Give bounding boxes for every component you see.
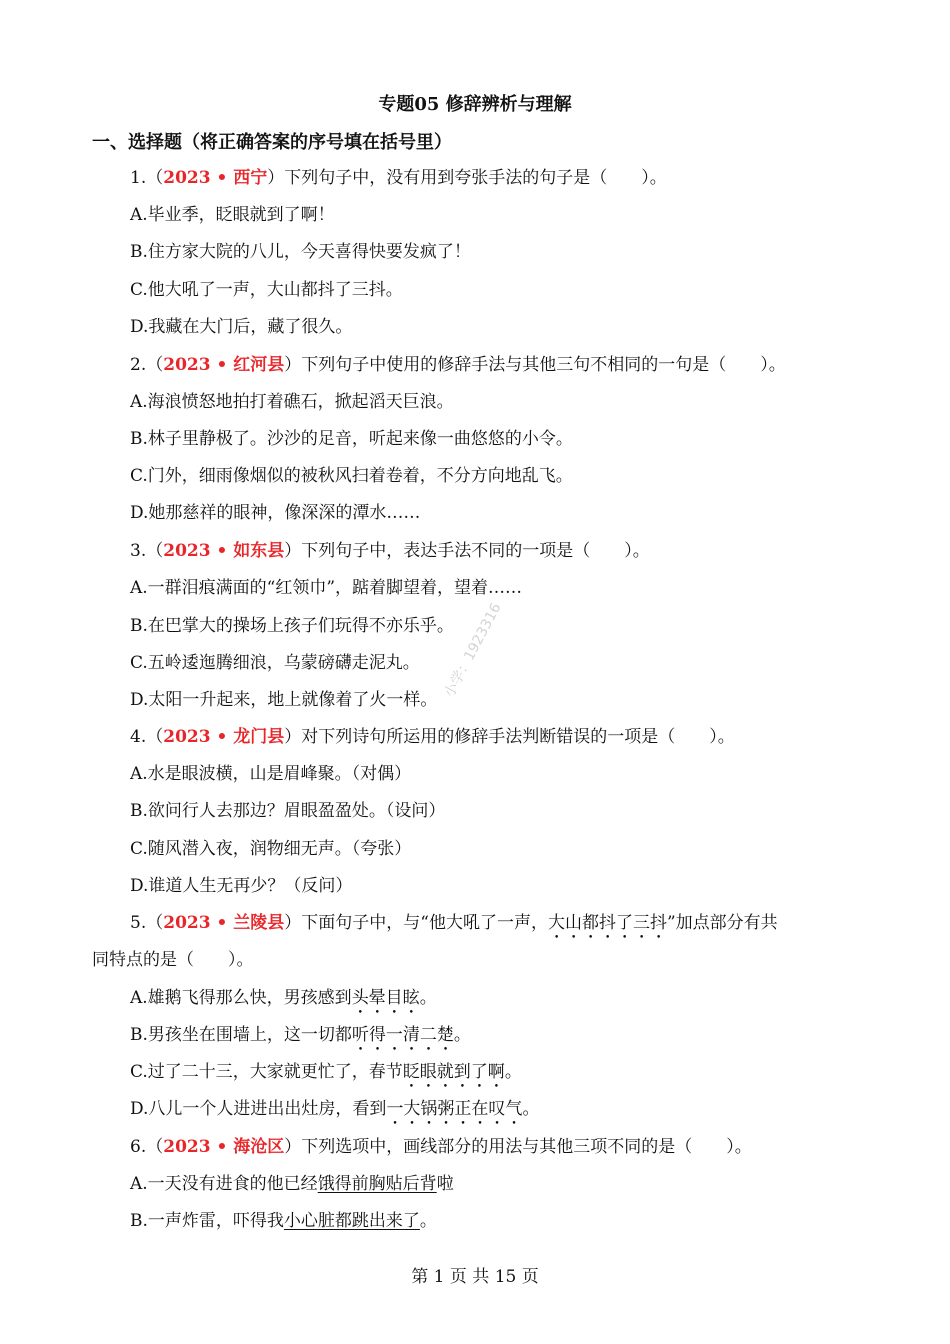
q6-option-a: A.一天没有进食的他已经饿得前胸贴后背啦: [130, 1174, 454, 1194]
q2-option-b: B.林子里静极了。沙沙的足音，听起来像一曲悠悠的小令。: [130, 429, 573, 449]
section-heading: 一、选择题（将正确答案的序号填在括号里）: [92, 132, 452, 153]
q5-option-c: C.过了二十三，大家就更忙了，春节眨眼就到了啊。: [130, 1062, 522, 1082]
question-2-stem: 2.（2023 • 红河县）下列句子中使用的修辞手法与其他三句不相同的一句是（ ）。: [130, 355, 786, 375]
question-3-stem: 3.（2023 • 如东县）下列句子中，表达手法不同的一项是（ ）。: [130, 541, 650, 561]
q1-option-d: D.我藏在大门后，藏了很久。: [130, 317, 353, 337]
question-source: 2023 • 红河县: [163, 355, 285, 375]
q4-option-c: C.随风潜入夜，润物细无声。（夸张）: [130, 839, 412, 859]
underlined-phrase: 饿得前胸贴后背: [317, 1174, 437, 1194]
q5-option-d: D.八儿一个人进进出出灶房，看到一大锅粥正在叹气。: [130, 1099, 540, 1119]
question-1-stem: 1.（2023 • 西宁）下列句子中，没有用到夸张手法的句子是（ ）。: [130, 168, 667, 188]
doc-title: 专题05 修辞辨析与理解: [378, 94, 572, 115]
q4-option-a: A.水是眼波横，山是眉峰聚。（对偶）: [130, 764, 412, 784]
dotted-emphasis: 眨眼就到了啊: [402, 1062, 505, 1082]
q2-option-d: D.她那慈祥的眼神，像深深的潭水……: [130, 503, 421, 523]
dotted-emphasis: 大山都抖了三抖: [547, 913, 667, 933]
question-5-stem: 5.（2023 • 兰陵县）下面句子中，与“他大吼了一声，大山都抖了三抖”加点部分有共: [130, 913, 778, 933]
q2-option-c: C.门外，细雨像烟似的被秋风扫着卷着，不分方向地乱飞。: [130, 466, 573, 486]
q3-option-a: A.一群泪痕满面的“红领巾”，踮着脚望着，望着……: [130, 578, 523, 598]
question-source: 2023 • 西宁: [163, 168, 268, 188]
q3-option-c: C.五岭逶迤腾细浪，乌蒙磅礴走泥丸。: [130, 653, 420, 673]
q4-option-b: B.欲问行人去那边？眉眼盈盈处。（设问）: [130, 801, 446, 821]
question-source: 2023 • 龙门县: [163, 727, 285, 747]
q5-option-b: B.男孩坐在围墙上，这一切都听得一清二楚。: [130, 1025, 471, 1045]
q1-option-c: C.他大吼了一声，大山都抖了三抖。: [130, 280, 403, 300]
q4-option-d: D.谁道人生无再少？（反问）: [130, 876, 353, 896]
question-source: 2023 • 兰陵县: [163, 913, 285, 933]
dotted-emphasis: 一大锅粥正在叹气: [386, 1099, 523, 1119]
dotted-emphasis: 听得一清二楚: [351, 1025, 454, 1045]
question-source: 2023 • 如东县: [163, 541, 285, 561]
question-6-stem: 6.（2023 • 海沧区）下列选项中，画线部分的用法与其他三项不同的是（ ）。: [130, 1137, 752, 1157]
question-5-stem-cont: 同特点的是（ ）。: [92, 950, 254, 970]
underlined-phrase: 小心脏都跳出来了: [283, 1211, 420, 1231]
dotted-emphasis: 头晕目眩: [351, 988, 420, 1008]
q1-option-b: B.住方家大院的八儿，今天喜得快要发疯了！: [130, 242, 471, 262]
question-4-stem: 4.（2023 • 龙门县）对下列诗句所运用的修辞手法判断错误的一项是（ ）。: [130, 727, 735, 747]
q3-option-d: D.太阳一升起来，地上就像着了火一样。: [130, 690, 438, 710]
watermark: 小学：1923316: [441, 600, 505, 701]
q5-option-a: A.雄鹅飞得那么快，男孩感到头晕目眩。: [130, 988, 437, 1008]
q3-option-b: B.在巴掌大的操场上孩子们玩得不亦乐乎。: [130, 616, 454, 636]
q6-option-b: B.一声炸雷，吓得我小心脏都跳出来了。: [130, 1211, 437, 1231]
page-footer: 第 1 页 共 15 页: [411, 1267, 539, 1287]
question-source: 2023 • 海沧区: [163, 1137, 285, 1157]
q1-option-a: A.毕业季，眨眼就到了啊！: [130, 205, 335, 225]
q2-option-a: A.海浪愤怒地拍打着礁石，掀起滔天巨浪。: [130, 392, 454, 412]
